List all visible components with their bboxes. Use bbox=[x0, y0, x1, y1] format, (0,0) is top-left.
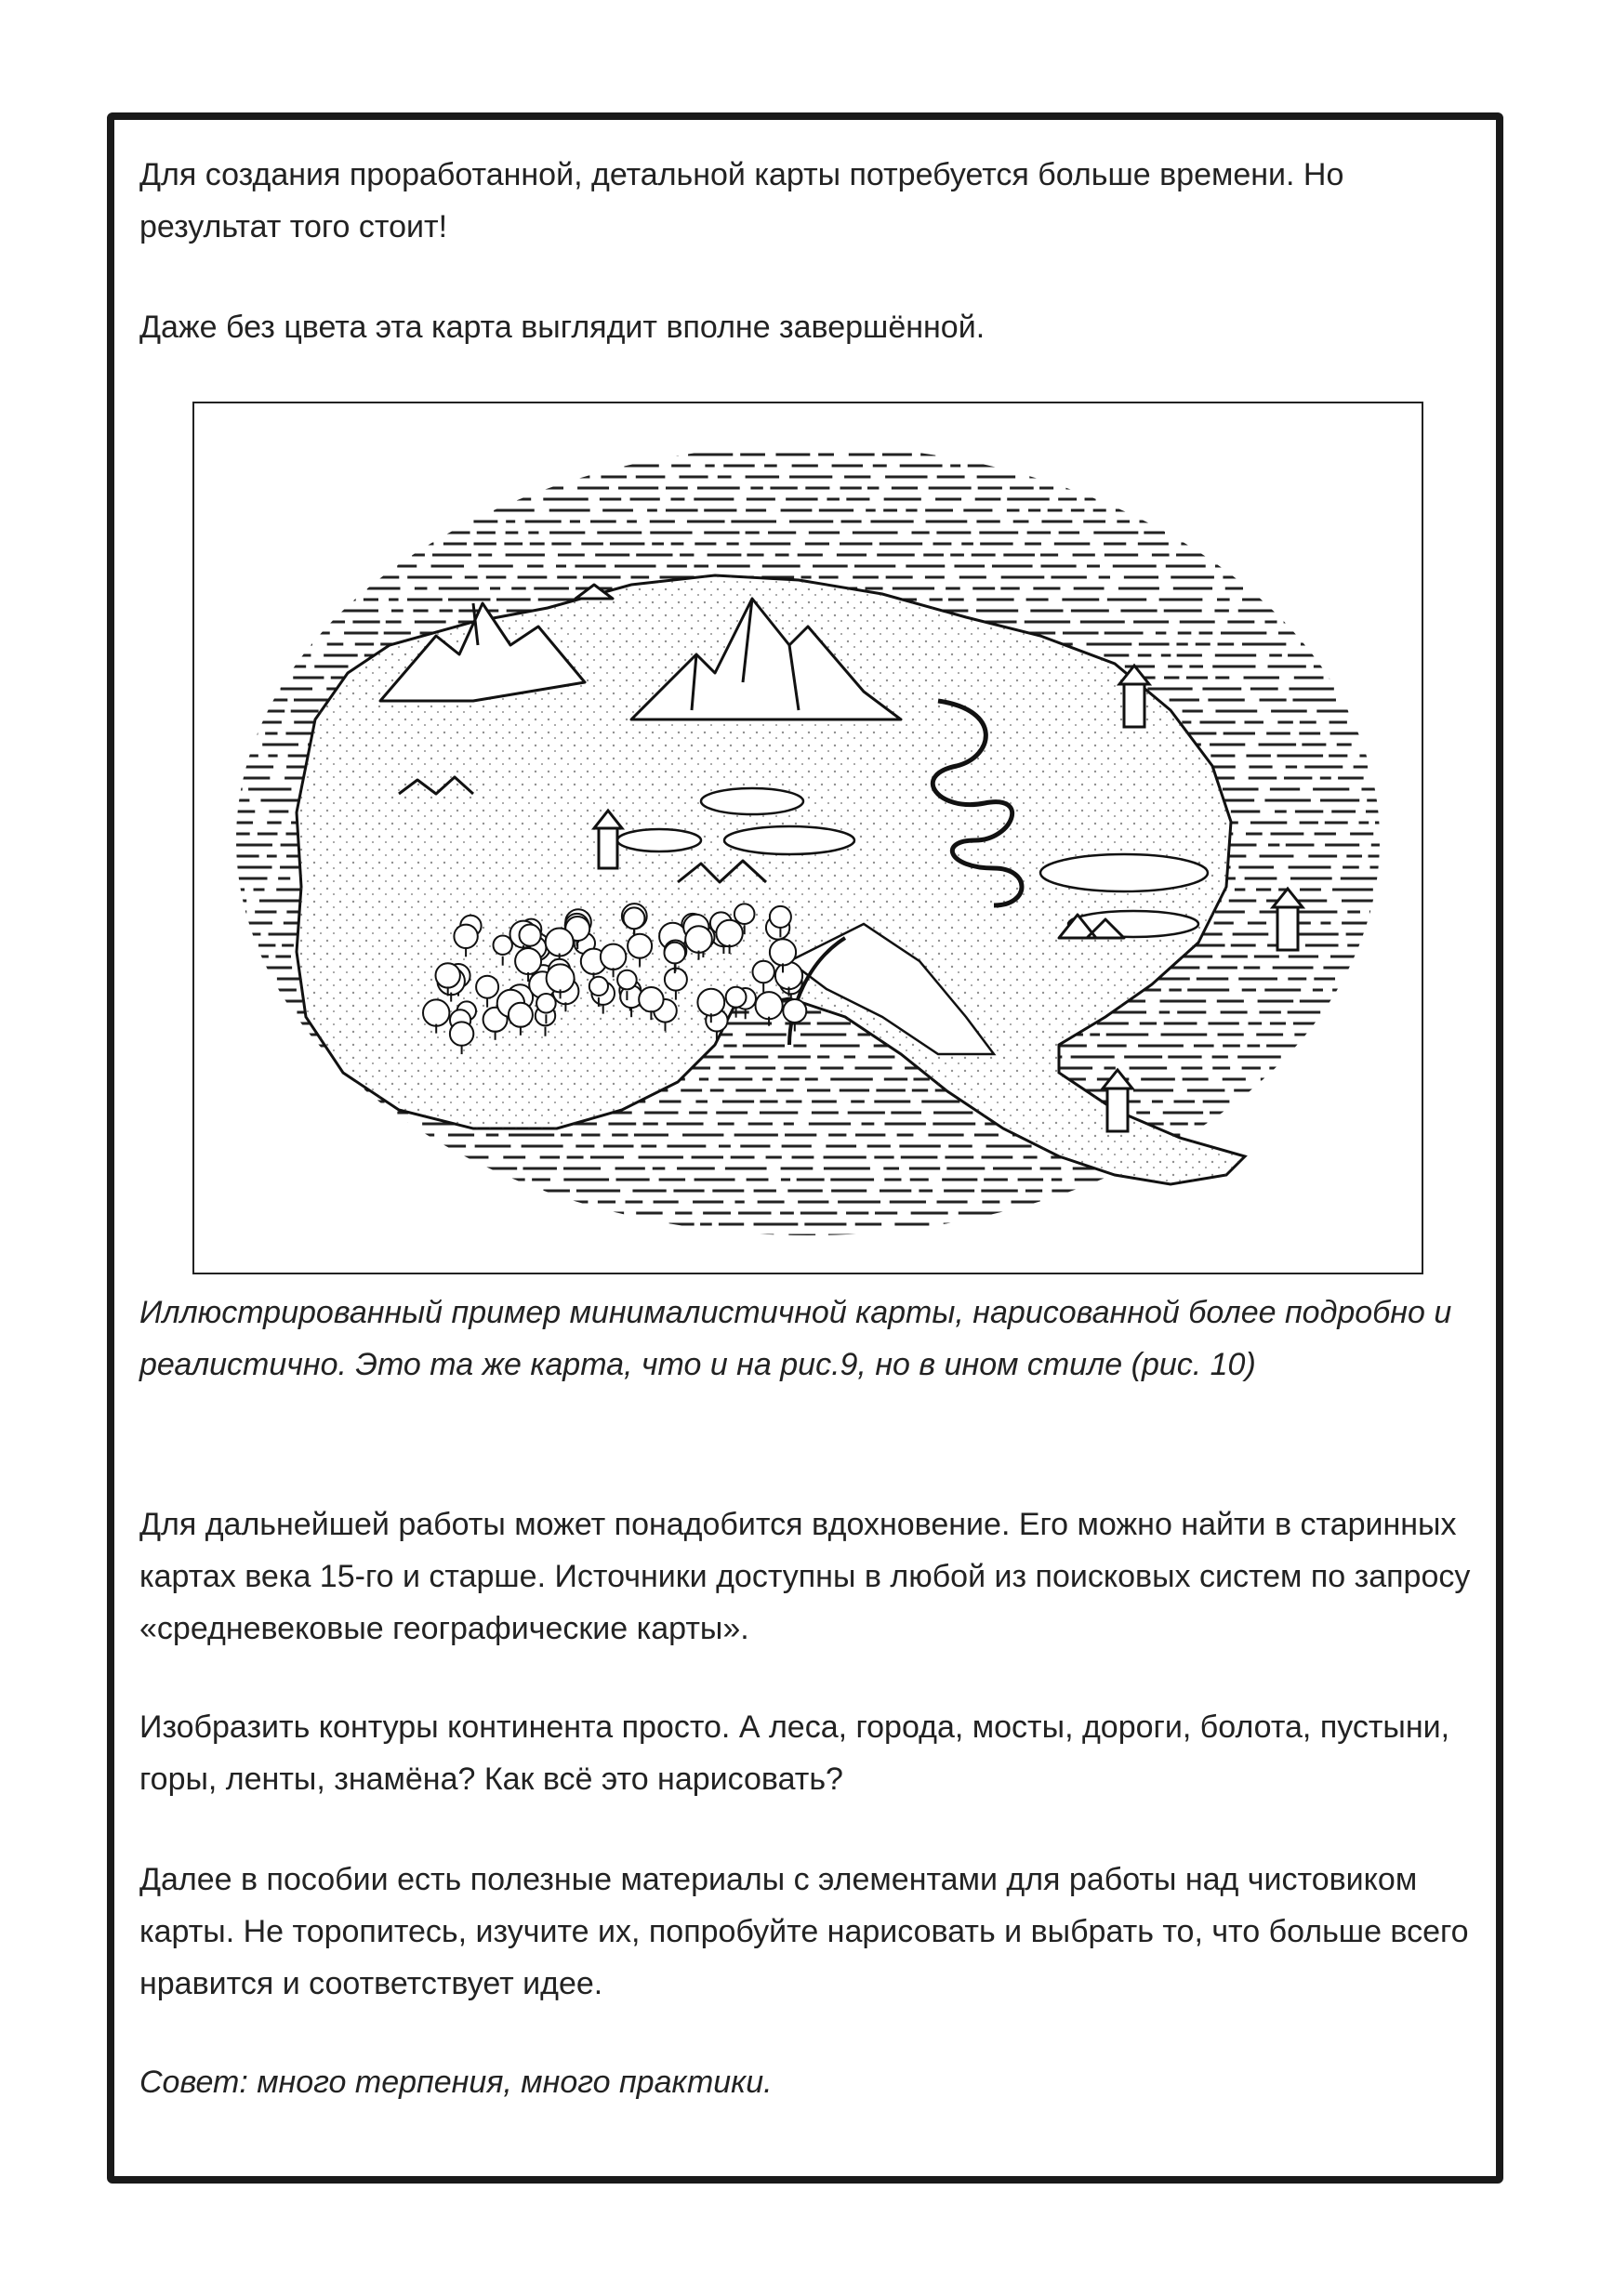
materials-paragraph: Далее в пособии есть полезные материалы с элементами для работы над чистовиком карты. Не торопитесь, изучите их, попробуйте нарисовать и выбрать то, что больше всего нравится и соответствует идее. bbox=[139, 1862, 1469, 2001]
question-paragraph: Изобразить контуры континента просто. А леса, города, мосты, дороги, болота, пустыни, горы, ленты, знамёна? Как всё это нарисовать? bbox=[139, 1709, 1450, 1797]
map-illustration bbox=[192, 402, 1423, 1274]
intro-paragraph: Для создания проработанной, детальной карты потребуется больше времени. Но результат того стоит! bbox=[139, 157, 1344, 244]
no-color-paragraph: Даже без цвета эта карта выглядит вполне завершённой. bbox=[139, 310, 986, 345]
inspiration-paragraph: Для дальнейшей работы может понадобится вдохновение. Его можно найти в старинных картах века 15-го и старше. Источники доступны в любой из поисковых систем по запросу «средневековые географические карты». bbox=[139, 1507, 1471, 1646]
map-drawing bbox=[194, 403, 1422, 1273]
map-caption: Иллюстрированный пример минималистичной карты, нарисованной более подробно и реалистично. Это та же карта, что и на рис.9, но в ином стиле (рис. 10) bbox=[139, 1295, 1452, 1382]
tip-paragraph: Совет: много терпения, много практики. bbox=[139, 2065, 773, 2100]
